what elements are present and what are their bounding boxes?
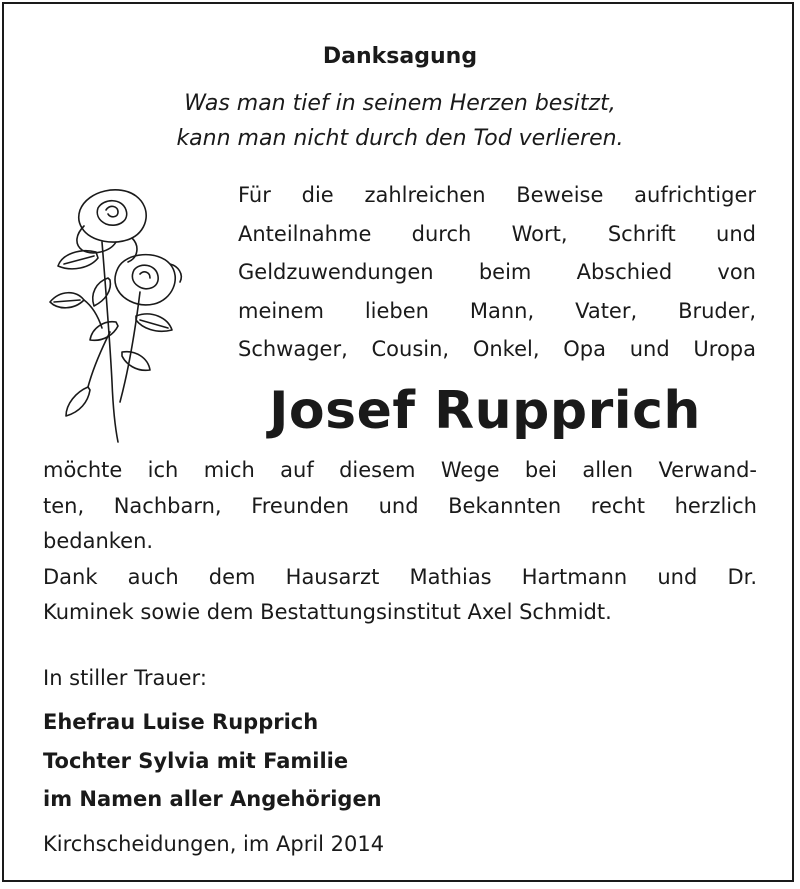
- motto-line: Was man tief in seinem Herzen besitzt,: [184, 91, 616, 116]
- thanks-paragraph: [43, 453, 757, 631]
- intro-line: Anteilnahme durch Wort, Schrift und: [238, 221, 756, 246]
- motto-line: kann man nicht durch den Tod verlieren.: [176, 126, 624, 151]
- signers-list: [43, 703, 382, 819]
- body-line: Kuminek sowie dem Bestattungsinstitut Axel Schmidt.: [43, 600, 612, 624]
- intro-line: meinem lieben Mann, Vater, Bruder,: [238, 298, 756, 323]
- body-line: bedanken.: [43, 529, 154, 553]
- place-date: Kirchscheidungen, im April 2014: [43, 832, 385, 856]
- intro-line: Schwager, Cousin, Onkel, Opa und Uropa: [238, 337, 756, 361]
- deceased-name: Josef Rupprich: [269, 381, 701, 441]
- mourning-line: In stiller Trauer:: [43, 666, 207, 690]
- signer: im Namen aller Angehörigen: [43, 787, 382, 811]
- body-line: Dank auch dem Hausarzt Mathias Hartmann und Dr.: [43, 564, 757, 589]
- notice-title: Danksagung: [322, 44, 478, 69]
- signer: Ehefrau Luise Rupprich: [43, 710, 319, 734]
- signer: Tochter Sylvia mit Familie: [43, 748, 349, 773]
- intro-paragraph: [238, 176, 756, 369]
- intro-line: Geldzuwendungen beim Abschied von: [238, 260, 756, 284]
- body-line: möchte ich mich auf diesem Wege bei allen Verwand-: [43, 458, 757, 482]
- intro-line: Für die zahlreichen Beweise aufrichtiger: [238, 183, 756, 207]
- motto-quote: [0, 86, 800, 156]
- body-line: ten, Nachbarn, Freunden und Bekannten recht herzlich: [43, 493, 757, 518]
